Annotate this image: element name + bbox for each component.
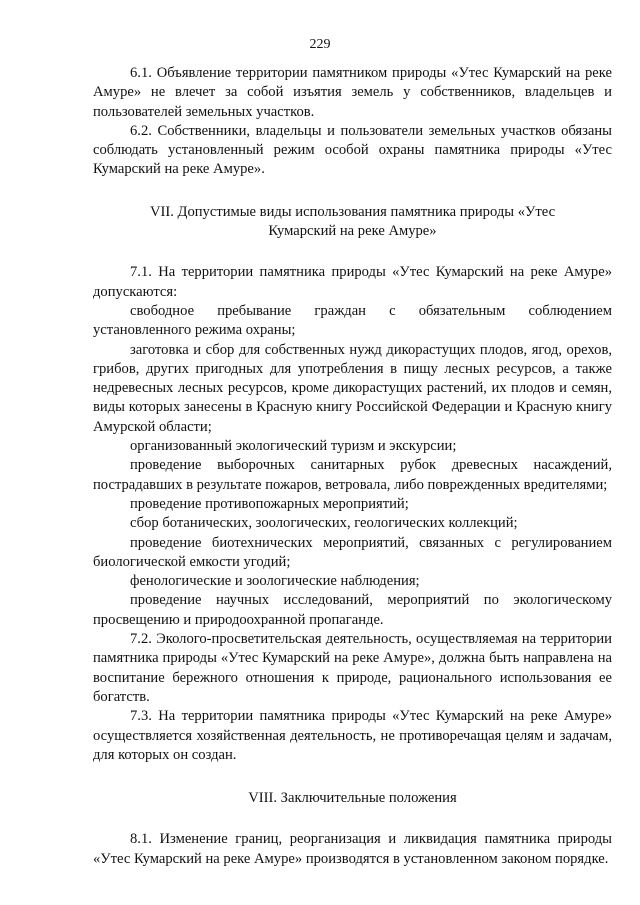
list-item: свободное пребывание граждан с обязательным соблюдением установленного режима охраны; [93, 302, 612, 339]
list-item: фенологические и зоологические наблюдения; [130, 573, 420, 590]
document-body [93, 64, 612, 869]
paragraph-7-2: 7.2. Эколого-просветительская деятельность, осуществляемая на территории памятника природы «Утес Кумарский на реке Амуре», должна быть направлена на воспитание бережного отношения к природе, рационального использования ее богатств. [93, 631, 612, 705]
paragraph-7-1-intro: 7.1. На территории памятника природы «Утес Кумарский на реке Амуре» допускаются: [93, 264, 612, 300]
list-item: организованный экологический туризм и экскурсии; [130, 438, 457, 455]
list-item: заготовка и сбор для собственных нужд дикорастущих плодов, ягод, орехов, грибов, других пригодных для употребления в пищу лесных ресурсов, а также недревесных лесных ресурсов, кроме дикорастущих растений, их плодов и семян, виды которых занесены в Красную книгу Российской Федерации и Красную книгу Амурской области; [93, 341, 612, 435]
paragraph-7-3: 7.3. На территории памятника природы «Утес Кумарский на реке Амуре» осуществляется хозяйственная деятельность, не противоречащая целям и задачам, для которых он создан. [93, 708, 612, 763]
section-8-heading: VIII. Заключительные положения [248, 790, 457, 807]
paragraph-8-1: 8.1. Изменение границ, реорганизация и ликвидация памятника природы «Утес Кумарский на реке Амуре» производятся в установленном законом порядке. [93, 831, 612, 867]
paragraph-6-1: 6.1. Объявление территории памятником природы «Утес Кумарский на реке Амуре» не влечет за собой изъятия земель у собственников, владельцев и пользователей земельных участков. [93, 65, 612, 120]
list-item: проведение биотехнических мероприятий, связанных с регулированием биологической емкости угодий; [93, 534, 612, 570]
list-item: проведение научных исследований, мероприятий по экологическому просвещению и природоохранной пропаганде. [93, 592, 612, 628]
list-item: сбор ботанических, зоологических, геологических коллекций; [130, 515, 518, 532]
paragraph-6-2: 6.2. Собственники, владельцы и пользователи земельных участков обязаны соблюдать установленный режим особой охраны памятника природы «Утес Кумарский на реке Амуре». [93, 122, 612, 178]
section-7-heading: VII. Допустимые виды использования памятника природы «Утес Кумарский на реке Амуре» [149, 203, 556, 240]
page-number: 229 [309, 37, 331, 52]
list-item: проведение противопожарных мероприятий; [130, 495, 409, 512]
list-item: проведение выборочных санитарных рубок древесных насаждений, пострадавших в результате пожаров, ветровала, либо поврежденных вредителями; [93, 457, 612, 493]
